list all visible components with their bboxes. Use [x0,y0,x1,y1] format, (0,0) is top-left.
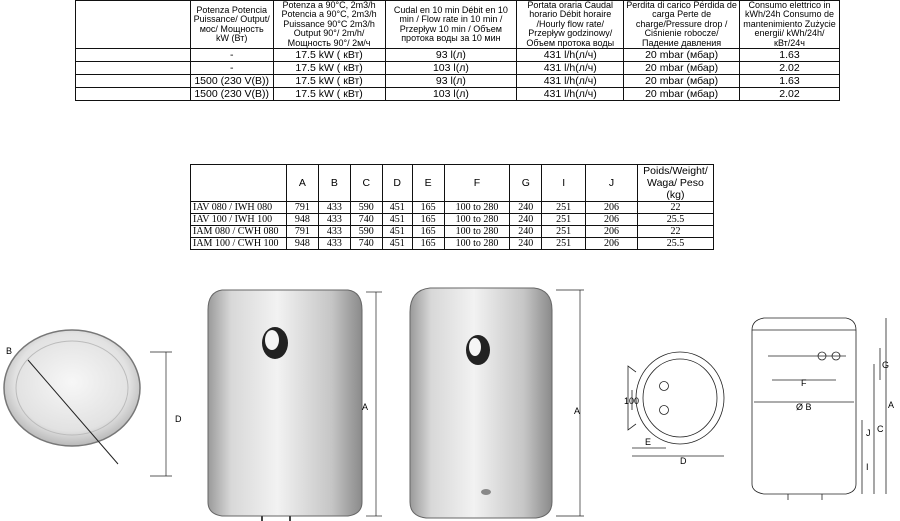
dim-table-body [191,202,714,250]
weight-cell: 25.5 [637,238,713,250]
electric-power-cell: 1500 (230 V(B)) [190,75,273,88]
dim-a-cell: 948 [286,214,318,226]
flow-10min-cell: 93 l(л) [385,49,517,62]
dim-d-cell: 451 [382,226,412,238]
dim-j-header: J [586,165,638,202]
electric-power-cell: 1500 (230 V(B)) [190,88,273,101]
flow-10min-cell: 103 l(л) [385,88,517,101]
thermostat-highlight [469,338,481,356]
technical-drawings [0,280,900,521]
dim-c-header: C [350,165,382,202]
dim-g-cell: 240 [510,202,542,214]
dim-i-cell: 251 [542,238,586,250]
output-header: Potenza a 90°C, 2m3/h Potencia a 90°C, 2m3/h Puissance 90°C 2m3/h Output 90°/ 2m/h/ Мощность 90°/ 2м/ч [273,1,385,49]
table-row [76,75,840,88]
weight-cell: 22 [637,202,713,214]
dim-header-row [191,165,714,202]
consumption-cell: 2.02 [740,62,840,75]
hourly-flow-header: Portata oraria Caudal horario Débit horaire /Hourly flow rate/ Przepływ godzinowy/ Объем протока воды [517,1,624,49]
consumption-header: Consumo elettrico in kWh/24h Consumo de mantenimiento Zużycie energii/ kWh/24h/кВт/24ч [740,1,840,49]
label-f: F [801,378,807,388]
model-cell [76,88,191,101]
hourly-flow-cell: 431 l/h(л/ч) [517,62,624,75]
dim-g-cell: 240 [510,214,542,226]
pressure-drop-cell: 20 mbar (мбар) [624,88,740,101]
front-schematic [752,318,894,500]
label-e: E [645,437,652,447]
dim-d-cell: 451 [382,214,412,226]
table-row [76,62,840,75]
dim-f-cell: 100 to 280 [444,214,510,226]
spec-table-body [76,49,840,101]
weight-header: Poids/Weight/ Waga/ Peso (kg) [637,165,713,202]
label-b: Ø B [796,402,812,412]
pressure-drop-cell: 20 mbar (мбар) [624,49,740,62]
output-cell: 17.5 kW ( кВт) [273,88,385,101]
dim-f-cell: 100 to 280 [444,226,510,238]
consumption-cell: 1.63 [740,49,840,62]
model-cell [76,49,191,62]
hourly-flow-cell: 431 l/h(л/ч) [517,49,624,62]
flow-10min-header: Cudal en 10 min Débit en 10 min / Flow rate in 10 min / Przepływ 10 min / Объем протока воды за 10 мин [385,1,517,49]
dim-i-cell: 251 [542,202,586,214]
output-cell: 17.5 kW ( кВт) [273,49,385,62]
table-row [76,88,840,101]
dim-a-header: A [286,165,318,202]
dim-e-cell: 165 [412,226,444,238]
tank-outline-inner [643,359,717,437]
dim-c-cell: 590 [350,202,382,214]
pressure-drop-cell: 20 mbar (мбар) [624,75,740,88]
label-100: 100 [624,396,640,406]
dim-c-cell: 740 [350,238,382,250]
dim-i-cell: 251 [542,214,586,226]
spec-header-row [76,1,840,49]
model-header [191,165,287,202]
top-view-drawing [4,330,182,476]
power-header: Potenza Potencia Puissance/ Output/ мос/ Мощность kW (Вт) [190,1,273,49]
label-a: A [888,400,895,410]
dim-d-cell: 451 [382,238,412,250]
dimensions-table [190,164,714,250]
flow-10min-cell: 103 l(л) [385,62,517,75]
dim-b-cell: 433 [318,202,350,214]
pipe-connection-lower [660,406,669,415]
flow-10min-cell: 93 l(л) [385,75,517,88]
dim-i-cell: 251 [542,226,586,238]
label-j: J [866,428,871,438]
dim-d-header: D [382,165,412,202]
specifications-table [75,0,840,101]
model-cell [76,62,191,75]
tank-outline-outer [636,352,724,444]
model-cell: IAM 100 / CWH 100 [191,238,287,250]
dim-g-cell: 240 [510,226,542,238]
pipe-connection-upper [660,382,669,391]
hourly-flow-cell: 431 l/h(л/ч) [517,75,624,88]
consumption-cell: 1.63 [740,75,840,88]
dim-e-cell: 165 [412,202,444,214]
table-row [191,214,714,226]
model-cell: IAV 100 / IWH 100 [191,214,287,226]
dim-f-header: F [444,165,510,202]
dim-f-cell: 100 to 280 [444,202,510,214]
weight-cell: 25.5 [637,214,713,226]
label-a: A [362,402,369,412]
dim-j-cell: 206 [586,226,638,238]
dim-a-cell: 948 [286,238,318,250]
dim-c-cell: 590 [350,226,382,238]
electric-power-cell: - [190,62,273,75]
heater-front-view-2 [410,288,584,518]
dim-i-header: I [542,165,586,202]
hourly-flow-cell: 431 l/h(л/ч) [517,88,624,101]
thermostat-highlight [265,330,279,350]
dim-j-cell: 206 [586,214,638,226]
dim-a-cell: 791 [286,202,318,214]
dim-j-cell: 206 [586,202,638,214]
electric-power-cell: - [190,49,273,62]
pressure-drop-header: Perdita di carico Pérdida de carga Perte de charge/Pressure drop / Ciśnienie robocze/ Падение давления [624,1,740,49]
side-schematic [624,352,724,466]
dim-b-cell: 433 [318,238,350,250]
dim-a-cell: 791 [286,226,318,238]
label-c: C [877,424,884,434]
consumption-cell: 2.02 [740,88,840,101]
dim-d-cell: 451 [382,202,412,214]
pressure-drop-cell: 20 mbar (мбар) [624,62,740,75]
table-row [191,202,714,214]
drain-plug [481,489,491,495]
dim-b-header: B [318,165,350,202]
heater-front-view-1 [208,290,382,521]
dim-f-cell: 100 to 280 [444,238,510,250]
model-header [76,1,191,49]
label-d: D [680,456,687,466]
dim-e-header: E [412,165,444,202]
tank-body [410,288,552,518]
model-cell: IAM 080 / CWH 080 [191,226,287,238]
model-cell: IAV 080 / IWH 080 [191,202,287,214]
output-cell: 17.5 kW ( кВт) [273,75,385,88]
label-a: A [574,406,581,416]
label-g: G [882,360,890,370]
tank-body [208,290,362,516]
dim-g-cell: 240 [510,238,542,250]
tank-top-disc [4,330,140,446]
dim-b-cell: 433 [318,226,350,238]
table-row [191,226,714,238]
output-cell: 17.5 kW ( кВт) [273,62,385,75]
dim-g-header: G [510,165,542,202]
dim-b-cell: 433 [318,214,350,226]
label-d: D [175,414,182,424]
label-b: B [6,346,13,356]
table-row [191,238,714,250]
table-row [76,49,840,62]
dim-e-cell: 165 [412,238,444,250]
label-i: I [866,462,869,472]
model-cell [76,75,191,88]
dim-e-cell: 165 [412,214,444,226]
dim-j-cell: 206 [586,238,638,250]
weight-cell: 22 [637,226,713,238]
dim-c-cell: 740 [350,214,382,226]
